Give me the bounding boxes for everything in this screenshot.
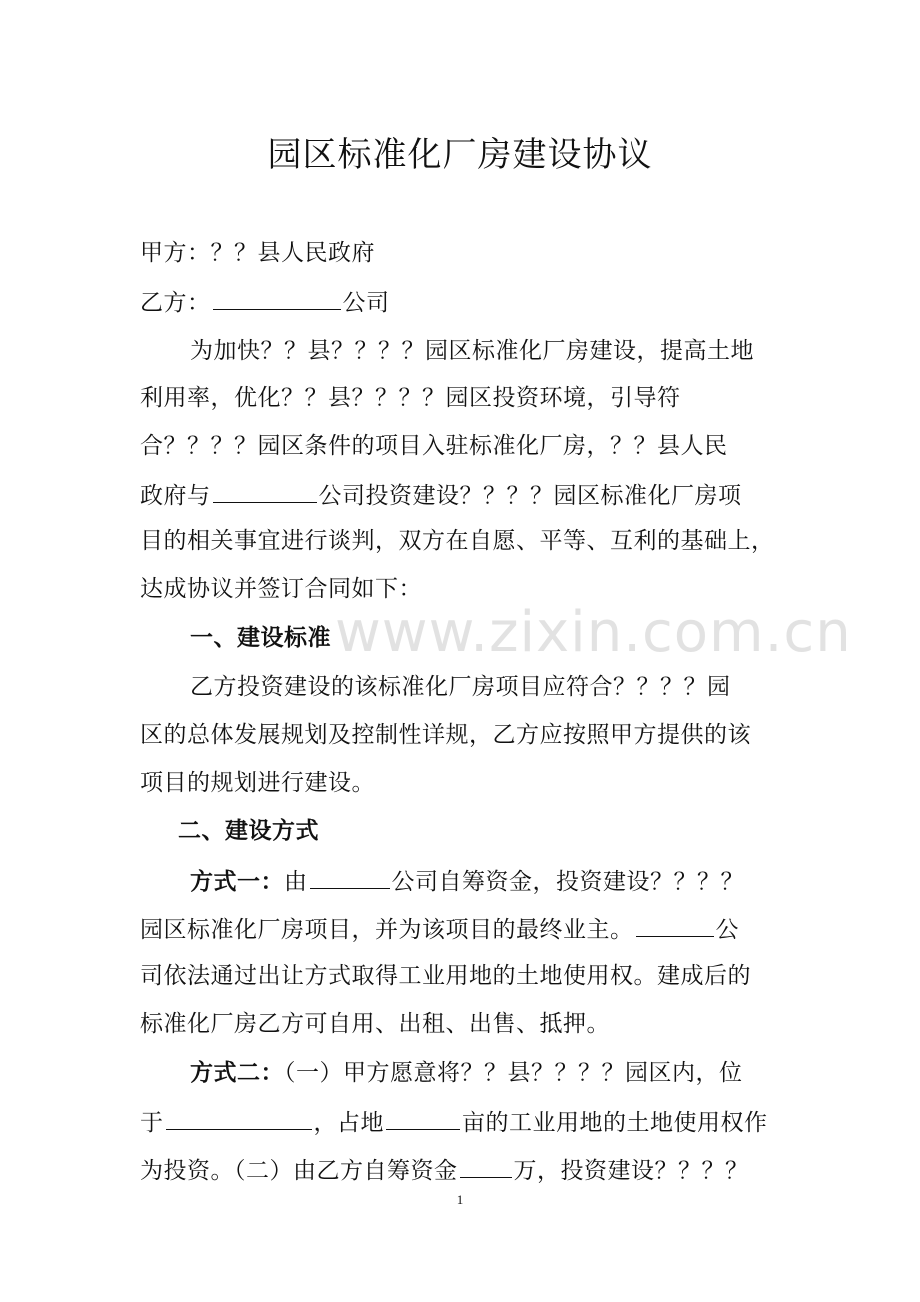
method-2-line-1-text: （一）甲方愿意将？？县？？？？园区内，位 [284,1060,743,1086]
method-1-text-b: 公司自筹资金，投资建设？？？？ [391,869,744,895]
method-2-line-2-a: 于 [140,1110,164,1136]
page-number: 1 [456,1192,464,1207]
intro-line-3: 合？？？？园区条件的项目入驻标准化厂房，？？县人民 [140,433,728,459]
document-title: 园区标准化厂房建设协议 [267,135,653,175]
method-1-line-3: 司依法通过出让方式取得工业用地的土地使用权。建成后的 [140,963,751,989]
method-1-line-2-text: 园区标准化厂房项目，并为该项目的最终业主。 [140,917,634,943]
method-1-label: 方式一： [190,868,284,895]
party-b-line [140,285,390,319]
section-1-line-1: 乙方投资建设的该标准化厂房项目应符合？？？？园 [190,674,731,700]
intro-line-1: 为加快？？县？？？？园区标准化厂房建设，提高土地 [190,338,754,364]
method-2-line-2-b: ，占地 [313,1110,384,1136]
method-2-line-1 [190,1057,743,1089]
section-2-heading: 二、建设方式 [178,817,319,844]
method-2-label: 方式二： [190,1059,284,1086]
company-blank [213,478,317,503]
method-2-line-2-c: 亩的工业用地的土地使用权作 [462,1110,768,1136]
intro-line-4-prefix: 政府与 [140,483,211,509]
method-1-text-a: 由 [284,869,308,895]
intro-line-4-suffix: 公司投资建设？？？？园区标准化厂房项 [318,483,742,509]
intro-line-2: 利用率，优化？？县？？？？园区投资环境，引导符 [140,385,681,411]
method-2-line-3-b: 万，投资建设？？？？ [513,1158,749,1184]
method-2-line-3-a: 为投资。（二）由乙方自筹资金 [140,1158,458,1184]
capital-blank [460,1153,512,1178]
section-1-line-3: 项目的规划进行建设。 [140,770,375,796]
method-2-line-3 [140,1153,749,1187]
method-1-line-2 [140,912,739,946]
intro-line-5: 目的相关事宜进行谈判，双方在自愿、平等、互利的基础上， [140,528,775,554]
method-2-line-2 [140,1105,768,1139]
area-blank [386,1105,460,1130]
watermark: www.zixin.com.cn [335,600,852,665]
method-1-line-1 [190,864,744,898]
intro-line-4 [140,478,742,512]
method-1-line-4: 标准化厂房乙方可自用、出租、出售、抵押。 [140,1011,610,1037]
location-blank [166,1105,312,1130]
section-1-line-2: 区的总体发展规划及控制性详规，乙方应按照甲方提供的该 [140,722,751,748]
intro-line-6: 达成协议并签订合同如下： [140,576,422,602]
party-a-line: 甲方：？？县人民政府 [140,240,375,266]
party-b-label: 乙方： [140,290,211,316]
method-1-company-blank-2 [636,912,714,937]
method-1-line-2-suffix: 公 [715,917,739,943]
party-b-blank [213,285,341,310]
method-1-company-blank [310,864,390,889]
section-1-heading: 一、建设标准 [190,624,331,651]
party-b-suffix: 公司 [342,290,390,316]
